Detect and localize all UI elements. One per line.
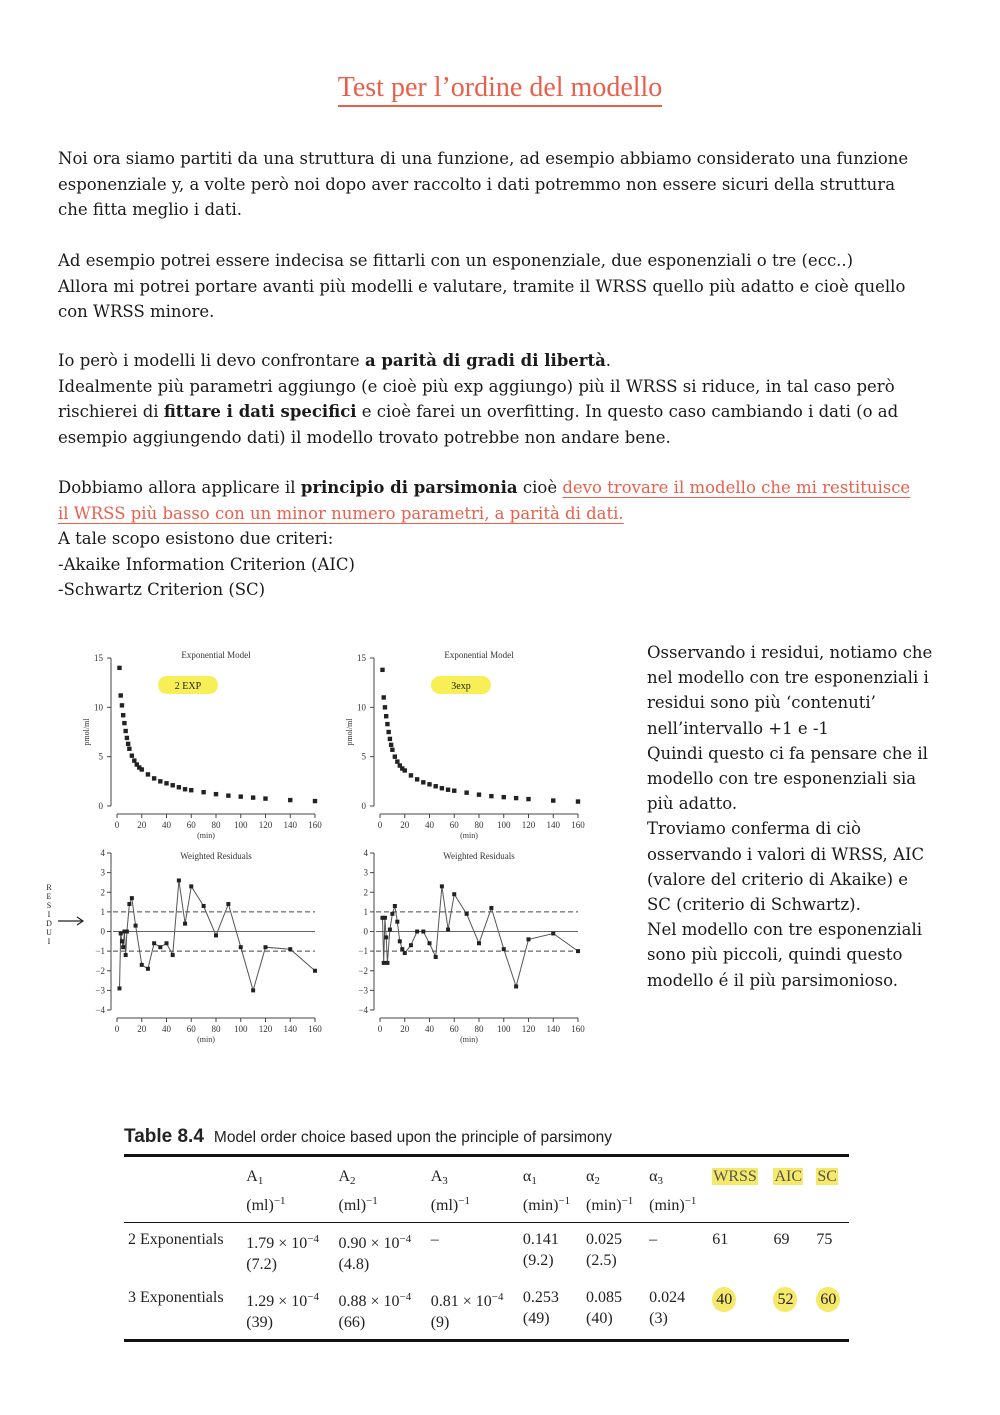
- data-point: [313, 969, 317, 973]
- x-tick-label: 80: [211, 820, 221, 830]
- y-tick-label: 10: [94, 702, 103, 713]
- data-point: [415, 777, 419, 781]
- data-point: [130, 896, 134, 900]
- data-point: [395, 759, 399, 763]
- y-tick-label: 0: [361, 801, 366, 811]
- table-cell: $0.90 \times 10^{-4}$ (4.8): [338, 1233, 412, 1273]
- data-point: [177, 878, 181, 882]
- data-point: [388, 928, 392, 932]
- y-tick-label: 4: [100, 848, 105, 858]
- data-point: [119, 931, 123, 935]
- data-point: [393, 904, 397, 908]
- data-point: [170, 783, 174, 787]
- data-point: [409, 773, 413, 777]
- data-point: [183, 787, 187, 791]
- residual-series-line: [383, 886, 579, 986]
- data-point: [251, 795, 255, 799]
- x-tick-label: 60: [186, 1024, 196, 1034]
- table-row: [124, 1223, 849, 1282]
- paragraph-models-line2: Allora mi potrei portare avanti più modelli e valutare, tramite il WRSS quello più adatto e cioè quello con WRSS minore.: [58, 276, 906, 321]
- table-cell: $1.29 \times 10^{-4}$ (39): [246, 1291, 320, 1331]
- data-point: [239, 794, 243, 798]
- column-header: $\alpha_3$ $(\min)^{-1}$: [649, 1168, 697, 1214]
- margin-note-letter: I: [47, 910, 51, 919]
- data-point: [251, 988, 255, 992]
- margin-note-letter: S: [46, 901, 52, 910]
- y-tick-label: 2: [363, 887, 368, 898]
- margin-note-letter: E: [46, 892, 52, 901]
- chart-title: Weighted Residuals: [443, 851, 515, 861]
- y-tick-label: 0: [363, 926, 368, 937]
- x-tick-label: 20: [137, 820, 147, 830]
- column-header: $A_3$ (ml)$^{-1}$: [430, 1168, 470, 1214]
- data-point: [386, 730, 390, 734]
- table-cell: 0.085 (40): [586, 1289, 623, 1327]
- x-tick-label: 0: [114, 1024, 120, 1034]
- x-tick-label: 160: [308, 1024, 322, 1034]
- margin-note-letter: U: [46, 928, 52, 937]
- paragraph-intro: Noi ora siamo partiti da una struttura di una funzione, ad esempio abbiamo considerato una funzione esponenziale y, a volte però noi dopo aver raccolto i dati potremmo non essere sicuri della struttura che fitta meglio i dati.: [58, 149, 909, 219]
- data-point: [502, 795, 506, 799]
- data-point: [421, 930, 425, 934]
- table-cell: 0.024 (3): [649, 1289, 686, 1327]
- data-point: [551, 931, 555, 935]
- data-point: [415, 930, 419, 934]
- data-point: [576, 949, 580, 953]
- data-point: [390, 748, 394, 752]
- data-point: [177, 785, 181, 789]
- data-point: [127, 747, 131, 751]
- side-commentary: [647, 640, 937, 993]
- column-header-wrss: WRSS: [713, 1168, 757, 1185]
- data-point: [226, 793, 230, 797]
- data-point: [502, 947, 506, 951]
- data-point: [514, 984, 518, 988]
- highlighted-definition: devo trovare il modello che mi restituisce il WRSS più basso con un minor numero parametri, a parità di dati.: [58, 478, 911, 523]
- bold-overfit: fittare i dati specifici: [163, 402, 357, 421]
- x-tick-label: 0: [377, 1024, 383, 1034]
- y-tick-label: −2: [95, 965, 105, 976]
- side-text-2: Quindi questo ci fa pensare che il modello con tre esponenziali sia più adatto.: [647, 743, 928, 814]
- data-point: [134, 924, 138, 928]
- y-tick-label: 0: [100, 926, 105, 937]
- data-point: [551, 798, 555, 802]
- y-tick-label: −3: [95, 985, 105, 996]
- table-cell: $0.81 \times 10^{-4}$ (9): [430, 1291, 504, 1331]
- x-tick-label: 20: [400, 820, 410, 830]
- data-point: [393, 754, 397, 758]
- data-point: [446, 928, 450, 932]
- data-point: [527, 937, 531, 941]
- y-tick-label: 15: [94, 653, 103, 663]
- paragraph-dof: Io però i modelli li devo confrontare a parità di gradi di libertà. Idealmente più parametri aggiungo (e cioè più exp aggiungo) più il WRSS si riduce, in tal caso però rischierei di fittare i dati specifici e cioè farei un overfitting. In questo caso cambiando i dati (o ad esempio aggiungendo dati) il modello trovato potrebbe non andare bene.: [58, 351, 899, 447]
- x-tick-label: 100: [234, 1024, 248, 1034]
- data-point: [127, 902, 131, 906]
- x-tick-label: 80: [474, 820, 484, 830]
- data-point: [313, 799, 317, 803]
- x-tick-label: 160: [571, 820, 585, 830]
- data-point: [165, 941, 169, 945]
- paragraph-parsimony: Dobbiamo allora applicare il principio di parsimonia cioè devo trovare il modello che mi restituisce il WRSS più basso con un minor numero parametri, a parità di dati. A tale scopo esistono due criteri: -Akaike Information Criterion (AIC) -Schwartz Criterion (SC): [58, 475, 918, 603]
- cell-wrss: 61: [712, 1231, 729, 1248]
- x-tick-label: 0: [377, 820, 383, 830]
- y-tick-label: −4: [358, 1005, 368, 1015]
- data-point: [140, 963, 144, 967]
- x-tick-label: 20: [137, 1024, 147, 1034]
- y-tick-label: 5: [361, 751, 366, 762]
- table-cell: 0.253 (49): [522, 1289, 559, 1327]
- x-tick-label: 100: [497, 820, 511, 830]
- data-point: [388, 737, 392, 741]
- data-point: [189, 788, 193, 792]
- cell-sc: 60: [812, 1281, 849, 1341]
- x-tick-label: 80: [211, 1024, 221, 1034]
- x-tick-label: 60: [449, 820, 459, 830]
- y-tick-label: 10: [357, 702, 366, 713]
- y-tick-label: 1: [100, 906, 105, 917]
- data-point: [189, 884, 193, 888]
- data-point: [117, 986, 121, 990]
- margin-note-letter: I: [47, 937, 51, 946]
- row-label: 2 Exponentials: [128, 1231, 224, 1248]
- y-tick-label: 4: [363, 848, 368, 858]
- column-header-sc: SC: [817, 1168, 837, 1185]
- chart-title: Exponential Model: [181, 650, 251, 660]
- table-row: [124, 1281, 849, 1341]
- data-point: [400, 947, 404, 951]
- paragraph-models-line1: Ad esempio potrei essere indecisa se fittarli con un esponenziale, due esponenziali o tre (ecc..): [58, 251, 854, 270]
- data-point: [183, 922, 187, 926]
- data-point: [125, 930, 129, 934]
- data-point: [477, 792, 481, 796]
- data-point: [214, 792, 218, 796]
- data-point: [383, 705, 387, 709]
- data-point: [380, 668, 384, 672]
- row-label: 3 Exponentials: [128, 1289, 224, 1306]
- x-tick-label: 40: [425, 1024, 434, 1034]
- data-point: [526, 797, 530, 801]
- y-tick-label: 3: [100, 867, 105, 878]
- table-cell: –: [649, 1231, 658, 1248]
- x-tick-label: 100: [497, 1024, 511, 1034]
- data-point: [171, 953, 175, 957]
- x-tick-label: 20: [400, 1024, 410, 1034]
- x-tick-label: 160: [308, 820, 322, 830]
- x-tick-label: 120: [258, 820, 273, 830]
- column-header-aic: AIC: [774, 1168, 802, 1185]
- data-point: [452, 892, 456, 896]
- data-point: [433, 784, 437, 788]
- x-tick-label: 60: [186, 820, 196, 830]
- x-tick-label: 120: [258, 1024, 273, 1034]
- x-tick-label: 0: [114, 820, 120, 830]
- data-point: [123, 729, 127, 733]
- x-tick-label: 160: [571, 1024, 585, 1034]
- chart-title: Weighted Residuals: [180, 851, 252, 861]
- data-point: [452, 789, 456, 793]
- data-point: [152, 941, 156, 945]
- y-tick-label: −1: [95, 946, 105, 957]
- data-point: [130, 753, 134, 757]
- column-header: $A_1$ (ml)$^{-1}$: [246, 1168, 286, 1214]
- bold-dof: a parità di gradi di libertà: [364, 351, 606, 370]
- column-header: $\alpha_2$ $(\min)^{-1}$: [586, 1168, 634, 1214]
- data-point: [263, 796, 267, 800]
- data-point: [385, 961, 389, 965]
- y-tick-label: 15: [357, 653, 366, 663]
- data-point: [427, 782, 431, 786]
- data-point: [158, 945, 162, 949]
- table-cell: –: [430, 1231, 439, 1248]
- data-point: [140, 767, 144, 771]
- data-point: [389, 743, 393, 747]
- table-cell: $1.79 \times 10^{-4}$ (7.2): [246, 1233, 320, 1273]
- data-point: [489, 906, 493, 910]
- data-point: [288, 798, 292, 802]
- y-tick-label: 1: [363, 906, 368, 917]
- y-axis-label: pmol/ml: [345, 718, 354, 746]
- header-empty: [124, 1156, 242, 1223]
- bold-parsimony: principio di parsimonia: [300, 478, 518, 497]
- data-point: [384, 714, 388, 718]
- data-point: [239, 945, 243, 949]
- data-point: [446, 788, 450, 792]
- data-point: [120, 939, 124, 943]
- data-point: [398, 939, 402, 943]
- data-point: [576, 799, 580, 803]
- data-point: [146, 967, 150, 971]
- data-point: [382, 695, 386, 699]
- y-tick-label: 2: [100, 887, 105, 898]
- data-point: [264, 945, 268, 949]
- data-point: [465, 912, 469, 916]
- data-point: [409, 943, 413, 947]
- table-caption: Table 8.4 Model order choice based upon the principle of parsimony: [124, 1126, 612, 1147]
- y-tick-label: 0: [98, 801, 103, 811]
- side-text-4: Nel modello con tre esponenziali sono più piccoli, quindi questo modello é il più parsimonioso.: [647, 920, 923, 990]
- side-text-3: Troviamo conferma di ciò osservando i valori di WRSS, AIC (valore del criterio di Akaike) e SC (criterio di Schwartz).: [647, 819, 925, 915]
- note-3exp: 3exp: [451, 681, 471, 692]
- x-axis-label: (min): [197, 1035, 215, 1044]
- column-header: $\alpha_1$ $(\min)^{-1}$: [522, 1168, 571, 1214]
- page-title: Test per l’ordine del modello: [0, 72, 1000, 104]
- data-point: [428, 941, 432, 945]
- data-point: [214, 933, 218, 937]
- criteria-intro: A tale scopo esistono due criteri:: [58, 529, 334, 548]
- data-point: [440, 786, 444, 790]
- table-cell: $0.88 \times 10^{-4}$ (66): [338, 1291, 412, 1331]
- table-cell: 0.141 (9.2): [522, 1231, 559, 1269]
- cell-aic: 69: [773, 1231, 790, 1248]
- x-tick-label: 140: [283, 820, 297, 830]
- data-point: [202, 904, 206, 908]
- x-tick-label: 140: [546, 820, 560, 830]
- data-point: [164, 781, 168, 785]
- data-point: [201, 790, 205, 794]
- data-point: [403, 768, 407, 772]
- data-point: [390, 912, 394, 916]
- chart-title: Exponential Model: [444, 650, 514, 660]
- cell-sc: 75: [816, 1231, 833, 1248]
- data-point: [384, 935, 388, 939]
- x-tick-label: 80: [474, 1024, 484, 1034]
- y-tick-label: 3: [363, 867, 368, 878]
- data-point: [382, 961, 386, 965]
- data-point: [288, 947, 292, 951]
- data-point: [395, 920, 399, 924]
- data-point: [122, 721, 126, 725]
- data-point: [117, 666, 121, 670]
- data-point: [121, 945, 125, 949]
- parsimony-table: [124, 1126, 849, 1342]
- data-point: [121, 713, 125, 717]
- y-tick-label: 5: [98, 751, 103, 762]
- note-2exp: 2 EXP: [174, 681, 202, 692]
- x-tick-label: 40: [162, 1024, 171, 1034]
- x-tick-label: 40: [425, 820, 434, 830]
- data-point: [119, 693, 123, 697]
- y-tick-label: −1: [358, 946, 368, 957]
- x-tick-label: 40: [162, 820, 171, 830]
- margin-note-letter: R: [46, 883, 52, 892]
- cell-wrss: 40: [708, 1281, 769, 1341]
- data-point: [489, 794, 493, 798]
- x-tick-label: 60: [449, 1024, 459, 1034]
- data-point: [464, 790, 468, 794]
- data-point: [403, 951, 407, 955]
- x-tick-label: 140: [283, 1024, 297, 1034]
- y-tick-label: −3: [358, 985, 368, 996]
- column-header: $A_2$ (ml)$^{-1}$: [338, 1168, 378, 1214]
- criterion-sc: -Schwartz Criterion (SC): [58, 580, 266, 599]
- data-point: [124, 953, 128, 957]
- y-tick-label: −4: [95, 1005, 105, 1015]
- data-point: [434, 955, 438, 959]
- x-axis-label: (min): [197, 831, 215, 840]
- margin-note-letter: D: [46, 919, 52, 928]
- criterion-aic: -Akaike Information Criterion (AIC): [58, 554, 355, 574]
- x-axis-label: (min): [460, 831, 478, 840]
- data-point: [514, 796, 518, 800]
- data-point: [440, 884, 444, 888]
- data-point: [383, 916, 387, 920]
- data-point: [421, 780, 425, 784]
- data-point: [152, 776, 156, 780]
- cell-aic: 52: [769, 1281, 812, 1341]
- data-point: [146, 772, 150, 776]
- x-tick-label: 140: [546, 1024, 560, 1034]
- data-point: [158, 779, 162, 783]
- data-point: [120, 703, 124, 707]
- x-tick-label: 100: [234, 820, 248, 830]
- side-text-1: Osservando i residui, notiamo che nel modello con tre esponenziali i residui sono più ‘contenuti’ nell’intervallo +1 e -1: [647, 643, 933, 738]
- x-axis-label: (min): [460, 1035, 478, 1044]
- data-point: [125, 736, 129, 740]
- data-point: [132, 758, 136, 762]
- data-point: [477, 941, 481, 945]
- x-tick-label: 120: [521, 1024, 536, 1034]
- y-tick-label: −2: [358, 965, 368, 976]
- x-tick-label: 120: [521, 820, 536, 830]
- data-point: [126, 742, 130, 746]
- data-point: [385, 722, 389, 726]
- table-cell: 0.025 (2.5): [586, 1231, 623, 1269]
- data-point: [226, 902, 230, 906]
- y-axis-label: pmol/ml: [82, 718, 91, 746]
